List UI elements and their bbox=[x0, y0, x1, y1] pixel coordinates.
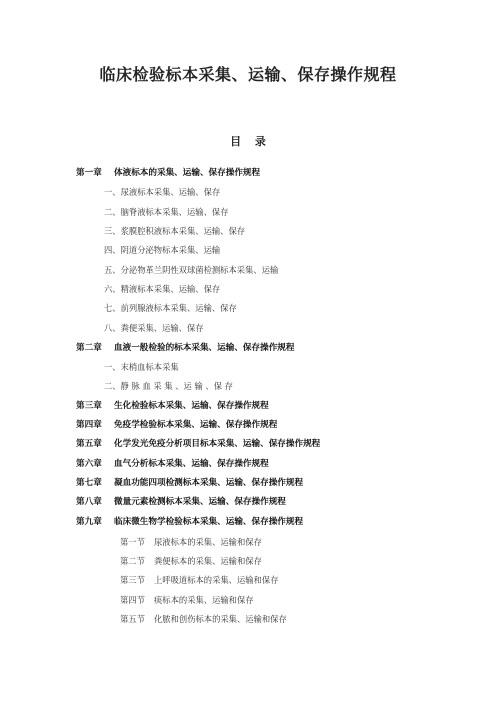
document-title: 临床检验标本采集、运输、保存操作规程 bbox=[99, 65, 397, 84]
section-number: 第三节 bbox=[120, 575, 145, 585]
chapter-title: 体液标本的采集、运输、保存操作规程 bbox=[114, 168, 261, 178]
toc-item[interactable]: 二、静 脉 血 采 集 、运 输 、保 存 bbox=[104, 381, 233, 391]
chapter-title: 血气分析标本采集、运输、保存操作规程 bbox=[114, 459, 269, 469]
section-number: 第二节 bbox=[120, 556, 145, 566]
toc-section[interactable] bbox=[120, 574, 278, 586]
toc-chapter-1[interactable] bbox=[76, 167, 260, 179]
chapter-title: 微量元素检测标本采集、运输、保存操作规程 bbox=[114, 497, 286, 507]
toc-chapter-9[interactable] bbox=[76, 516, 303, 528]
toc-item[interactable]: 五、分泌物革兰阴性双球菌检测标本采集、运输 bbox=[104, 265, 279, 275]
toc-section[interactable] bbox=[120, 613, 287, 625]
toc-item[interactable]: 二、脑脊液标本采集、运输、保存 bbox=[104, 207, 229, 217]
section-number: 第一节 bbox=[120, 537, 145, 547]
chapter-number: 第九章 bbox=[76, 517, 102, 527]
section-title: 粪便标本的采集、运输和保存 bbox=[154, 556, 262, 566]
chapter-number: 第三章 bbox=[76, 401, 102, 411]
chapter-title: 凝血功能四项检测标本采集、运输、保存操作规程 bbox=[114, 478, 304, 488]
chapter-number: 第六章 bbox=[76, 459, 102, 469]
section-title: 上呼吸道标本的采集、运输和保存 bbox=[154, 575, 279, 585]
toc-item[interactable]: 四、阴道分泌物标本采集、运输 bbox=[104, 245, 221, 255]
toc-chapter-3[interactable] bbox=[76, 400, 269, 412]
chapter-number: 第一章 bbox=[76, 168, 102, 178]
chapter-title: 生化检验标本采集、运输、保存操作规程 bbox=[114, 401, 269, 411]
toc-section[interactable] bbox=[120, 594, 254, 606]
toc-chapter-5[interactable] bbox=[76, 438, 320, 450]
toc-chapter-7[interactable] bbox=[76, 477, 303, 489]
chapter-title: 免疫学检验标本采集、运输、保存操作规程 bbox=[114, 420, 278, 430]
chapter-title: 临床微生物学检验标本采集、运输、保存操作规程 bbox=[114, 517, 304, 527]
toc-item[interactable]: 三、浆膜腔积液标本采集、运输、保存 bbox=[104, 226, 246, 236]
chapter-number: 第五章 bbox=[76, 439, 102, 449]
toc-item[interactable]: 一、末梢血标本采集 bbox=[104, 362, 179, 372]
chapter-number: 第四章 bbox=[76, 420, 102, 430]
chapter-number: 第二章 bbox=[76, 343, 102, 353]
toc-chapter-4[interactable] bbox=[76, 419, 277, 431]
section-title: 痰标本的采集、运输和保存 bbox=[154, 595, 254, 605]
toc-section[interactable] bbox=[120, 536, 262, 548]
toc-item[interactable]: 六、精液标本采集、运输、保存 bbox=[104, 284, 221, 294]
toc-section[interactable] bbox=[120, 555, 262, 567]
section-title: 尿液标本的采集、运输和保存 bbox=[154, 537, 262, 547]
chapter-number: 第八章 bbox=[76, 497, 102, 507]
toc-item[interactable]: 七、前列腺液标本采集、运输、保存 bbox=[104, 303, 237, 313]
toc-item[interactable]: 一、尿液标本采集、运输、保存 bbox=[104, 187, 221, 197]
section-title: 化脓和创伤标本的采集、运输和保存 bbox=[154, 614, 287, 624]
toc-chapter-8[interactable] bbox=[76, 496, 286, 508]
toc-heading: 目 录 bbox=[230, 135, 266, 148]
section-number: 第五节 bbox=[120, 614, 145, 624]
chapter-title: 血液一般检验的标本采集、运输、保存操作规程 bbox=[114, 343, 295, 353]
chapter-title: 化学发光免疫分析项目标本采集、运输、保存操作规程 bbox=[114, 439, 321, 449]
toc-item[interactable]: 八、粪便采集、运输、保存 bbox=[104, 323, 204, 333]
section-number: 第四节 bbox=[120, 595, 145, 605]
toc-chapter-6[interactable] bbox=[76, 458, 269, 470]
toc-chapter-2[interactable] bbox=[76, 342, 294, 354]
chapter-number: 第七章 bbox=[76, 478, 102, 488]
